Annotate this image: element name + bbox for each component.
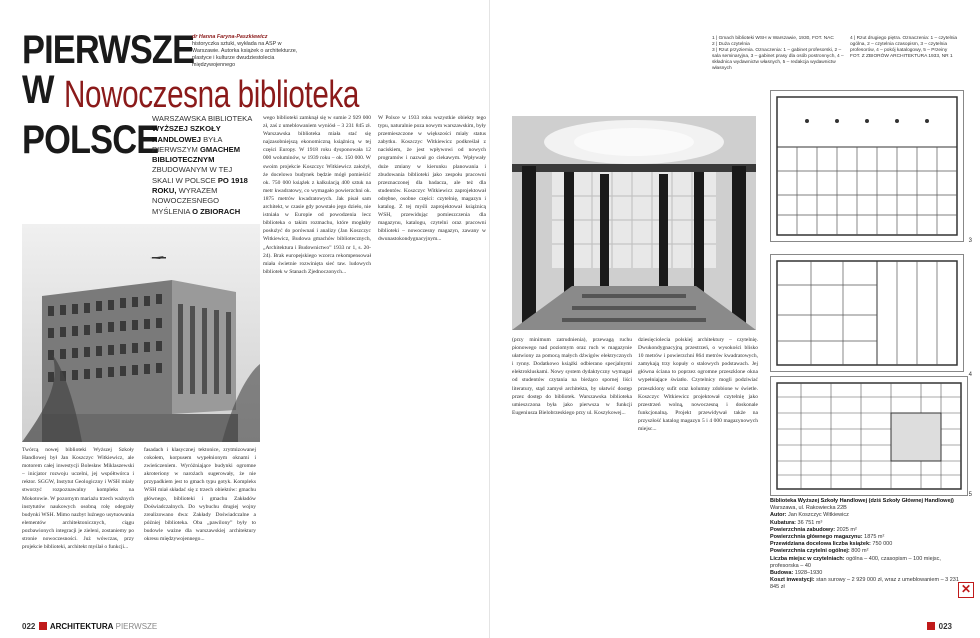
info-value: 800 m² bbox=[851, 548, 869, 555]
info-row-pow bbox=[770, 527, 962, 534]
lead-part: GMACHEM BIBLIOTECZNYM bbox=[152, 144, 241, 165]
footer-left bbox=[22, 622, 157, 631]
photo-captions-right bbox=[850, 36, 966, 60]
info-label: Kubatura: bbox=[770, 519, 796, 526]
lead-part: ZBUDOWANYM W TEJ SKALI W POLSCE bbox=[152, 165, 233, 185]
reading-room-image bbox=[512, 116, 756, 330]
body-column-2: fasadach i klasycznej tektonice, zrytmizowanej cokołem, korpusem wypełnionym oknami i zwieńczeniem. Wyróżniające budynki ogromne akroteriony w narożach sugerowały, że nie przypadkiem jest to gmach typu gotyk. Kompleks WSH miał składać się z trzech obiektów: gmachu głównego, biblioteki i gmachu Zakładów Doświadczalnych. Do wybuchu drugiej wojny zrealizowano dwa: Zakłady Doświadczalne a później biblioteka. Oba „pawilony” były to budowle ważne dla warszawskiej architektury okresu międzywojennego... bbox=[144, 447, 256, 543]
body-column-6: dziesięciolecia polskiej architektury – czytelnię. Dwukondygnacyjną przestrzeń, o wysokości blisko 10 metrów i powierzchni 864 metrów kwadratowych, zamykają trzy kopuły o stalowych podstawach. Jej główna ściana to poprzez ogromne przeszklone okna wypełniające światło. Czytelnicy mogli podziwiać przeszklony sufit oraz kolumny zdobione w świetle. Koszczyc Witkiewicz projektował czytelnię jako przestrzeń wolną, nowoczesną i doskonale funkcjonalną. Projekt przewidywał także na przyszłość katalog magazyn 5 i 4 000 magazynowych miejsc... bbox=[638, 337, 758, 433]
caption-2: 2 | Duża czytelnia bbox=[712, 42, 750, 48]
info-title: Biblioteka Wyższej Szkoły Handlowej (dziś Szkoły Głównej Handlowej) bbox=[770, 498, 954, 504]
plan-number-3: 3 bbox=[968, 238, 972, 244]
info-value: 1875 m² bbox=[864, 534, 885, 541]
magazine-name: ARCHITEKTURA bbox=[49, 622, 114, 631]
floor-plan-4-drawing bbox=[771, 255, 963, 371]
body-column-4: W Polsce w 1933 roku wszystkie obiekty tego typu, naturalnie poza nowym warszawskim, były przemieszczone w większości miały status zabytku. Koszczyc Witkiewicz podkreślał z naciskiem, że jest wpływowi od nowych programów i nazwał go ciekawym. Wpływały duże zmiany w kierunku planowania i zbudowania biblioteki jako zespołu pracowni przeznaczonej dla badacza, ale też dla studentów. Koszczyc Witkiewicz zaprojektował odrębne, osobne części: czytelnię, magazyn i katalog. Z tej myśli zaprojektował książnicą WSH, przewidując pomieszczenia dla magazynu, katalogu, czytelni oraz pracowni biblioteki – nowoczesny magazyn, zawany w dwunastokondygnacyjnym... bbox=[378, 115, 486, 243]
author-name: dr Hanna Faryna-Paszkiewicz bbox=[192, 34, 268, 40]
plan-number-4: 4 bbox=[968, 372, 972, 378]
page-number-right: 023 bbox=[938, 622, 952, 631]
info-row-books bbox=[770, 541, 962, 548]
title-red: Nowoczesna biblioteka bbox=[64, 74, 359, 116]
info-label: Przewidziana docelowa liczba książek: bbox=[770, 541, 871, 548]
body-column-3: wego biblioteki zamknął się w sumie 2 929 000 zł, zaś z umeblowaniem wyniósł – 3 231 845 zł. Warszawska biblioteka miała stać się najzasobniejszą ekonomiczną książnicą w tej części Europy. W 1918 roku dysponowała 12 000 woluminów, w 1939 roku – ok. 150 000. W swoim projekcie Koszczyc Witkiewicz założył, że docelowo budynek będzie mógł pomieścić ok. 750 000 książek z kalkulacją 400 sztuk na metr kwadratowy, co wymagało powierzchni ok. 1875 metrów kwadratowych. Jak pisał sam architekt, w czasie gdy powstało jego dzieło, nie istniała w Europie od powodzenia lecz biblioteka o takim rozmachu, które mogłaby posłużyć do porównań i analizy (Jan Koszczyc Witkiewicz, Budowa gmachów bibliotecznych, „Architektura i Budownictwo” 1933 nr 1, s. 20-24). Brak europejskiego wzorca rekompensował miała świetnie rozwinięta sieć taw. ludowych bibliotek w Stanach Zjednoczonych... bbox=[263, 115, 371, 275]
author-bio: historyczka sztuki, wykłada na ASP w Warszawie. Autorka książek o architekturze, plastyce i kulturze dwudziestolecia międzywojennego bbox=[192, 41, 298, 68]
info-box bbox=[770, 498, 962, 622]
title-line-3: POLSCE bbox=[22, 118, 159, 162]
info-row-seats bbox=[770, 556, 962, 570]
info-value: Jan Koszczyc Witkiewicz bbox=[788, 512, 849, 519]
info-row-build bbox=[770, 570, 962, 577]
magazine-logo-square-icon bbox=[39, 622, 47, 630]
building-photo-image bbox=[22, 224, 260, 442]
lead-paragraph bbox=[152, 114, 252, 217]
info-row-reading bbox=[770, 548, 962, 555]
photo-reading-room bbox=[512, 116, 756, 330]
footer-right bbox=[926, 622, 952, 631]
title-line-2: W bbox=[22, 68, 54, 112]
info-value: 1928–1930 bbox=[794, 570, 823, 577]
info-label: Koszt inwestycji: bbox=[770, 577, 815, 584]
info-label: Autor: bbox=[770, 512, 787, 519]
info-label: Powierzchnia zabudowy: bbox=[770, 526, 836, 533]
info-label: Powierzchnia czytelni ogólnej: bbox=[770, 548, 850, 555]
lead-part: WARSZAWSKA BIBLIOTEKA bbox=[152, 114, 252, 123]
title-line-1: PIERWSZE bbox=[22, 28, 195, 72]
floor-plan-5-drawing bbox=[771, 377, 967, 495]
caption-3: 3 | Rzut przyziemia. Oznaczenia: 1 – gabinet profesorski, 2 – sala seminaryjna, 3 – gabinet prasy dla osób postronnych, 4 – składnica wydawnictw własnych, 5 – redakcja wydawnictw własnych bbox=[712, 48, 844, 72]
lead-part: WYRAZEM NOWOCZESNEGO MYŚLENIA bbox=[152, 186, 220, 216]
info-label: Powierzchnia głównego magazynu: bbox=[770, 534, 863, 541]
info-value: 2025 m² bbox=[836, 526, 857, 533]
info-value: 750 000 bbox=[872, 541, 893, 548]
info-row-author bbox=[770, 512, 962, 519]
close-button[interactable]: ✕ bbox=[958, 582, 974, 598]
lead-part: PO 1918 ROKU, bbox=[152, 175, 248, 196]
floor-plan-5 bbox=[770, 376, 968, 496]
info-value: stan surowy – 2 929 000 zł, wraz z umeblowaniem – 3 231 845 zł bbox=[770, 577, 959, 591]
body-column-5: (przy minimum zatrudnienia), przewagą ruchu pionowego nad poziomym oraz ruch w magazynie ułatwiony za pomocą małych dźwigów elektrycznych i rynny. Dodatkowo książki odbierano specjalnymi elektrokluskami. Nowy system dydaktyczny wymagał od studentów czytania na bieżąco spornej liści literatury, stąd zamysł architekta, by ułatwić dostęp przez dostęp do bibliotek. Warszawska biblioteka umieszczona była jako pierwsza w funkcji Eugeniusza Bielobrzeskiego przy ul. Koszykowej... bbox=[512, 337, 632, 416]
info-value: ogólna – 400, czasopism – 100 miejsc, profesorska – 40 bbox=[770, 555, 941, 569]
lead-part: WYŻSZEJ SZKOŁY HANDLOWEJ bbox=[152, 124, 221, 144]
page-number-left: 022 bbox=[22, 622, 36, 631]
body-column-1: Twórcą nowej biblioteki Wyższej Szkoły Handlowej był Jan Koszczyc Witkiewicz, ale motorem całej inwestycji Bolesław Miklaszewski – inicjator rozwoju uczelni, jej współtwórca i rektor. SGGW, Instytut Geologiczny i WSH miały stworzyć rozpoznawalny kompleks na Mokotowie. W pozornym mariażu trzech ważnych instytutów naukowych osobną rolę odegrały budynki WSH. Mimo nazbyt luźnego usytuowania elementów architektonicznych, ciągu pozbawionych integracji je zieleni, zostaniemy po stronie nowoczesności. Już wówczas, przy projekcie biblioteki, architekt myślał o funkcji... bbox=[22, 447, 134, 551]
info-value: 36 751 m³ bbox=[797, 519, 823, 526]
floor-plan-3 bbox=[770, 90, 964, 242]
caption-1: 1 | Gmach biblioteki WSH w Warszawie, 1930, FOT. NAC bbox=[712, 36, 834, 41]
plan-number-5: 5 bbox=[968, 492, 972, 498]
floor-plan-3-drawing bbox=[771, 91, 963, 241]
floor-plan-4 bbox=[770, 254, 964, 372]
lead-part: BYŁA PIERWSZYM bbox=[152, 134, 223, 154]
info-label: Budowa: bbox=[770, 570, 794, 577]
info-label: Liczba miejsc w czytelniach: bbox=[770, 555, 845, 562]
info-address: Warszawa, ul. Rakowiecka 22B bbox=[770, 505, 847, 512]
caption-5: FOT. Z ZBIORÓW ARCHITEKTURA 1933, NR 1 bbox=[850, 54, 953, 60]
magazine-logo-square-icon bbox=[927, 622, 935, 630]
author-box bbox=[192, 34, 300, 69]
section-name: PIERWSZE bbox=[115, 622, 158, 631]
photo-library-exterior bbox=[22, 224, 260, 442]
info-row-kubatura bbox=[770, 520, 962, 527]
caption-4: 4 | Rzut drugiego piętra. Oznaczenia: 1 – czytelnia ogólna, 2 – czytelnia czasopism, 3 – czytelnia profesorów, 4 – pokój katalogowy, 5 – Przeiny bbox=[850, 36, 958, 54]
info-row-cost bbox=[770, 577, 962, 591]
photo-captions-left bbox=[712, 36, 846, 73]
info-row-mag bbox=[770, 534, 962, 541]
lead-part: O ZBIORACH bbox=[192, 206, 241, 216]
